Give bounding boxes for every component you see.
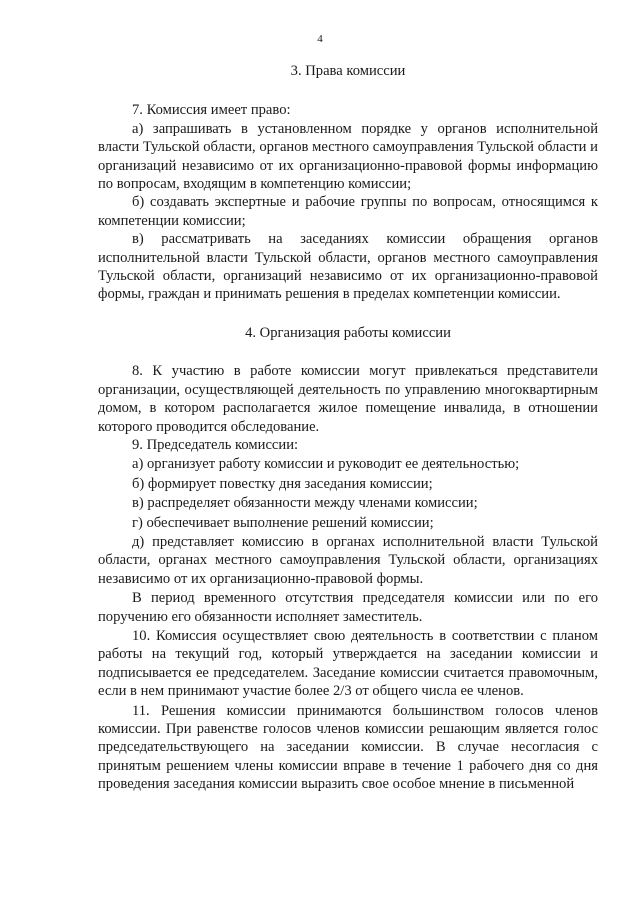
clause-8: 8. К участию в работе комиссии могут привлекаться представители организации, осуществляющей деятельность по управлению многоквартирным домом, в котором располагается жилое помещение инвалида, в отношении которого проводится обследование. (98, 363, 598, 435)
clause-7-a: а) запрашивать в установленном порядке у органов исполнительной власти Тульской области, органов местного самоуправления Тульской области и организаций независимо от их организационно-правовой формы информацию по вопросам, входящим в компетенцию комиссии; (98, 120, 598, 193)
clause-7-b: б) создавать экспертные и рабочие группы по вопросам, относящимся к компетенции комиссии; (98, 194, 598, 229)
clause-9-v: в) распределяет обязанности между членами комиссии; (132, 495, 478, 512)
page-number: 4 (317, 33, 323, 45)
clause-7: 7. Комиссия имеет право: (132, 102, 291, 119)
section-3-title: 3. Права комиссии (290, 63, 406, 79)
clause-9-d: д) представляет комиссию в органах исполнительной власти Тульской области, органах местного самоуправления Тульской области, организациях независимо от их организационно-правовой формы. (98, 533, 598, 587)
clause-9: 9. Председатель комиссии: (132, 436, 299, 453)
deputy-clause: В период временного отсутствия председателя комиссии или по его поручению его обязанности исполняет заместитель. (98, 590, 598, 625)
document-body (98, 62, 598, 794)
clause-9-g: г) обеспечивает выполнение решений комиссии; (132, 514, 434, 531)
clause-11: 11. Решения комиссии принимаются большинством голосов членов комиссии. При равенстве голосов членов комиссии решающим является голос председательствующего на заседании комиссии. В случае несогласия с принятым решением члены комиссии вправе в течение 1 рабочего дня со дня проведения заседания комиссии выразить свое особое мнение в письменной (98, 702, 598, 793)
clause-9-b: б) формирует повестку дня заседания комиссии; (132, 475, 433, 492)
clause-9-a: а) организует работу комиссии и руководит ее деятельностью; (132, 456, 520, 473)
section-4-title: 4. Организация работы комиссии (245, 324, 451, 341)
clause-10: 10. Комиссия осуществляет свою деятельность в соответствии с планом работы на текущий год, который утверждается на заседании комиссии и подписывается ее председателем. Заседание комиссии считается правомочным, если в нем принимают участие более 2/3 от общего числа ее членов. (98, 627, 598, 700)
clause-7-v: в) рассматривать на заседаниях комиссии обращения органов исполнительной власти Тульской области, органов местного самоуправления Тульской области, организаций независимо от их организационно-правовой формы, граждан и принимать решения в пределах компетенции комиссии. (98, 231, 598, 303)
